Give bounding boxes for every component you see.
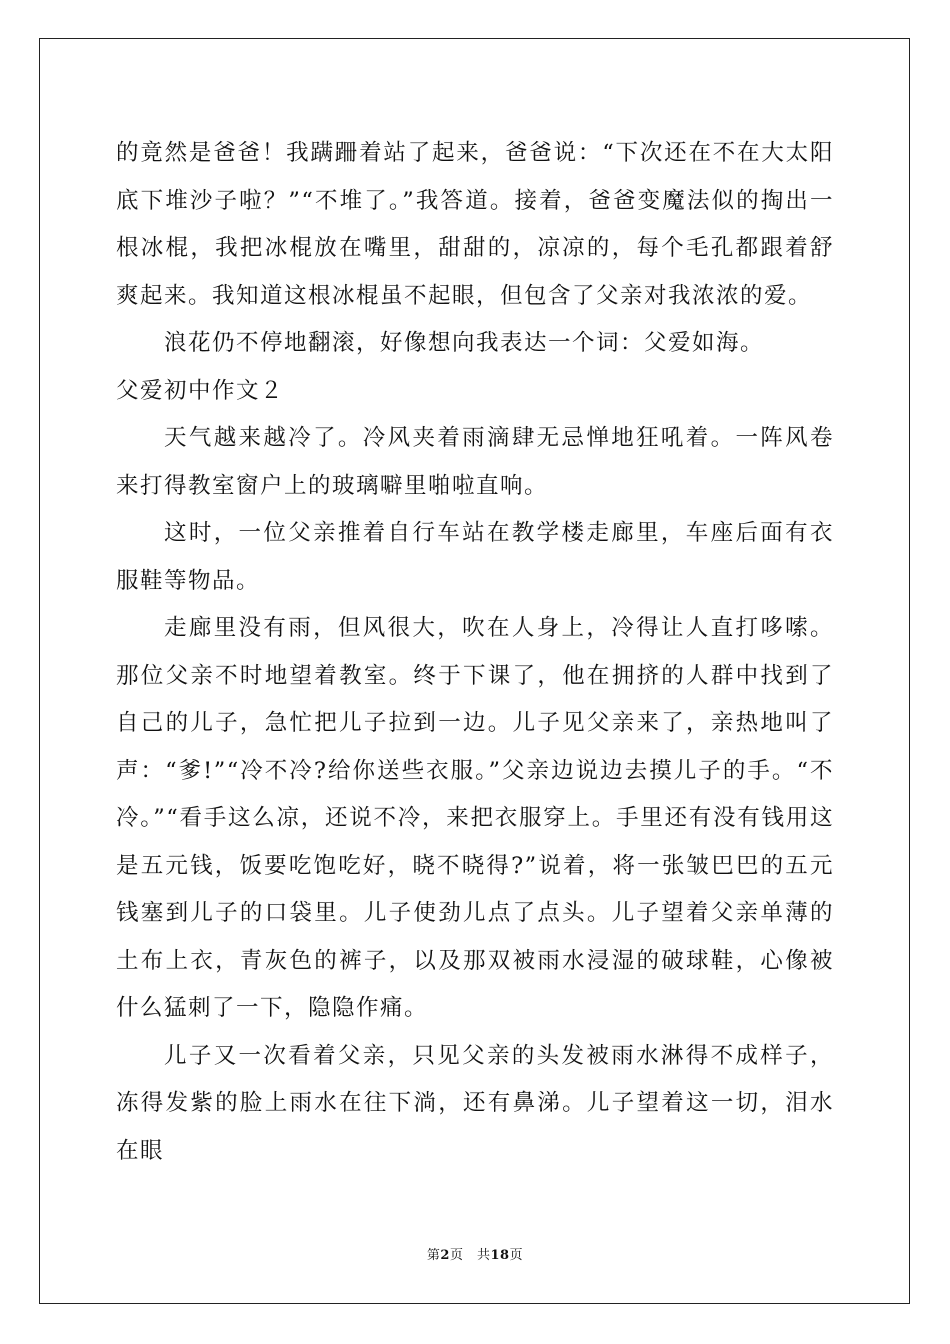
paragraph-weather: 天气越来越冷了。冷风夹着雨滴肆无忌惮地狂吼着。一阵风卷来打得教室窗户上的玻璃噼里啪啦直响。 [116, 425, 834, 499]
document-body [116, 130, 834, 1175]
footer-suffix: 页 [509, 1248, 524, 1263]
paragraph-waves: 浪花仍不停地翻滚，好像想向我表达一个词：父爱如海。 [164, 330, 765, 356]
paragraph-continuation: 的竟然是爸爸！我蹒跚着站了起来，爸爸说：“下次还在不在大太阳底下堆沙子啦？”“不堆了。”我答道。接着，爸爸变魔法似的掏出一根冰棍，我把冰棍放在嘴里，甜甜的，凉凉的，每个毛孔都跟着舒爽起来。我知道这根冰棍虽不起眼，但包含了父亲对我浓浓的爱。 [116, 140, 834, 309]
footer-page-number: 2 [440, 1248, 450, 1263]
footer-middle: 页 共 [449, 1248, 491, 1263]
page-footer [0, 1244, 950, 1263]
paragraph-father-bicycle: 这时，一位父亲推着自行车站在教学楼走廊里，车座后面有衣服鞋等物品。 [116, 520, 834, 594]
paragraph-son-looks: 儿子又一次看着父亲，只见父亲的头发被雨水淋得不成样子，冻得发紫的脸上雨水在往下淌，还有鼻涕。儿子望着这一切，泪水在眼 [116, 1042, 834, 1164]
footer-total-pages: 18 [490, 1248, 510, 1263]
paragraph-corridor: 走廊里没有雨，但风很大，吹在人身上，冷得让人直打哆嗦。那位父亲不时地望着教室。终于下课了，他在拥挤的人群中找到了自己的儿子，急忙把儿子拉到一边。儿子见父亲来了，亲热地叫了声：“爹!”“冷不冷?给你送些衣服。”父亲边说边去摸儿子的手。“不冷。”“看手这么凉，还说不冷，来把衣服穿上。手里还有没有钱用这是五元钱，饭要吃饱吃好，晓不晓得?”说着，将一张皱巴巴的五元钱塞到儿子的口袋里。儿子使劲儿点了点头。儿子望着父亲单薄的土布上衣，青灰色的裤子，以及那双被雨水浸湿的破球鞋，心像被什么猛刺了一下，隐隐作痛。 [116, 615, 834, 1021]
section-heading: 父爱初中作文２ [116, 377, 285, 404]
footer-prefix: 第 [426, 1248, 441, 1263]
